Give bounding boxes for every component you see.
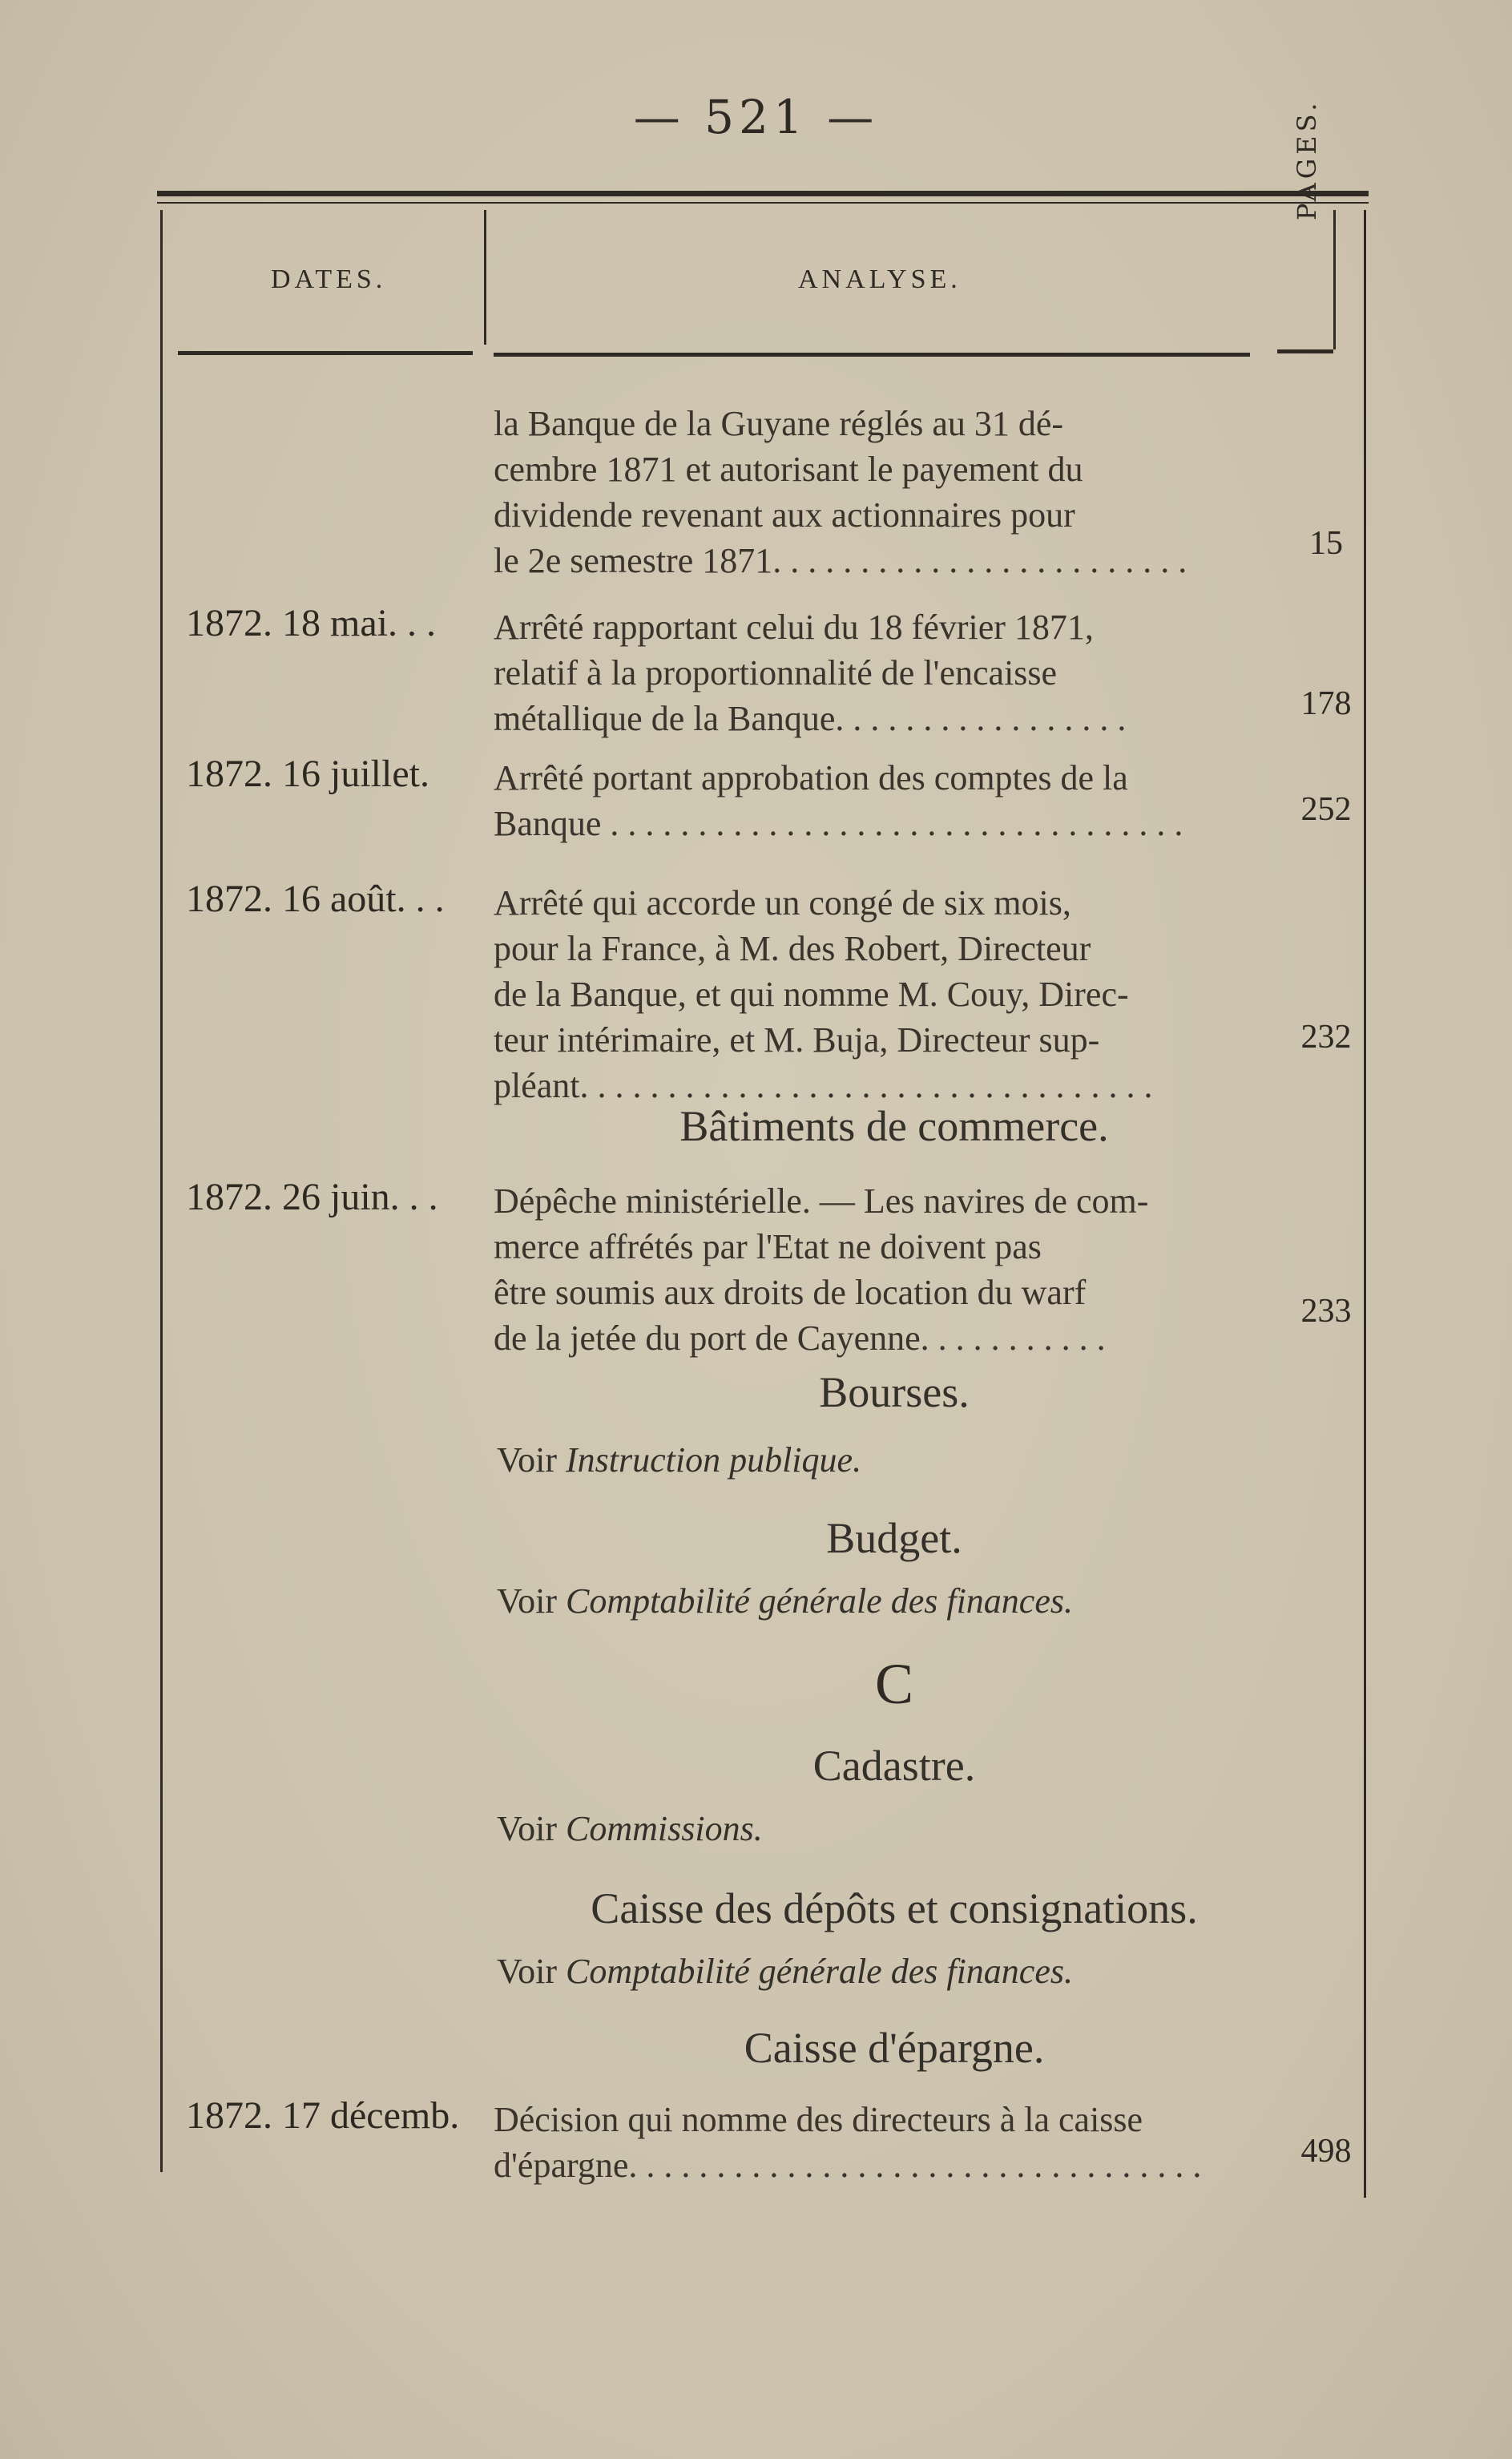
- page-ref-3: 232: [1300, 1019, 1352, 1056]
- analysis-line: teur intérimaire, et M. Buja, Directeur sup-: [494, 1020, 1100, 1060]
- section-caisse-epargne: Caisse d'épargne.: [744, 2024, 1045, 2072]
- header-dates: DATES.: [271, 264, 387, 294]
- page-ref-2: 252: [1300, 791, 1352, 828]
- page-ref-0: 15: [1309, 525, 1343, 562]
- entry-analysis-1: [494, 604, 1279, 741]
- analysis-line: pléant. . . . . . . . . . . . . . . . . . . . . . . . . . . . . . . . .: [494, 1066, 1153, 1105]
- section-batiments: Bâtiments de commerce.: [679, 1102, 1109, 1150]
- alphabet-letter: C: [874, 1652, 914, 1716]
- top-rule-thick: [157, 191, 1369, 196]
- analysis-line: la Banque de la Guyane réglés au 31 dé-: [494, 404, 1064, 443]
- entry-analysis-2: [494, 755, 1279, 846]
- entry-date-2: 1872. 16 juillet.: [186, 753, 429, 795]
- analysis-line: de la jetée du port de Cayenne. . . . . . . . . . .: [494, 1318, 1106, 1358]
- analysis-line: le 2e semestre 1871. . . . . . . . . . . . . . . . . . . . . . . .: [494, 541, 1187, 580]
- analysis-line: relatif à la proportionnalité de l'encaisse: [494, 653, 1058, 692]
- analysis-line: merce affrétés par l'Etat ne doivent pas: [494, 1227, 1042, 1266]
- column-rule-dates: [484, 210, 486, 345]
- header-rule-dates: [178, 351, 473, 355]
- see-also-label: Voir: [497, 1440, 557, 1480]
- analysis-line: Dépêche ministérielle. — Les navires de com-: [494, 1181, 1149, 1221]
- page-number: — 521 —: [633, 90, 879, 144]
- analysis-line: Banque . . . . . . . . . . . . . . . . . . . . . . . . . . . . . . . . .: [494, 804, 1183, 843]
- page-ref-4: 233: [1300, 1293, 1352, 1330]
- header-analyse: ANALYSE.: [798, 264, 962, 294]
- see-also-target: Comptabilité générale des finances.: [565, 1952, 1073, 1991]
- analysis-line: pour la France, à M. des Robert, Directeur: [494, 929, 1091, 968]
- analysis-line: être soumis aux droits de location du warf: [494, 1273, 1087, 1312]
- page-ref-5: 498: [1300, 2133, 1352, 2170]
- entry-analysis-4: [494, 1178, 1279, 1361]
- entry-analysis-0: [494, 401, 1279, 583]
- column-rule-right: [1364, 210, 1366, 2198]
- entry-date-3: 1872. 16 août. . .: [186, 878, 445, 920]
- see-also-cadastre: [497, 1808, 763, 1849]
- analysis-line: Arrêté rapportant celui du 18 février 1871,: [494, 608, 1094, 647]
- see-also-target: Commissions.: [565, 1809, 763, 1848]
- analysis-line: Décision qui nomme des directeurs à la caisse: [494, 2100, 1143, 2139]
- entry-analysis-3: [494, 880, 1279, 1108]
- entry-date-4: 1872. 26 juin. . .: [186, 1176, 438, 1218]
- analysis-line: d'épargne. . . . . . . . . . . . . . . . . . . . . . . . . . . . . . . . .: [494, 2146, 1202, 2185]
- see-also-budget: [497, 1581, 1073, 1621]
- column-rule-pages-left: [1333, 210, 1336, 349]
- section-caisse-depots: Caisse des dépôts et consignations.: [591, 1884, 1198, 1932]
- see-also-target: Comptabilité générale des finances.: [565, 1581, 1073, 1621]
- analysis-line: cembre 1871 et autorisant le payement du: [494, 450, 1083, 489]
- header-rule-pages: [1277, 349, 1333, 353]
- analysis-line: Arrêté qui accorde un congé de six mois,: [494, 883, 1071, 923]
- analysis-line: métallique de la Banque. . . . . . . . . . . . . . . . .: [494, 699, 1127, 738]
- analysis-line: dividende revenant aux actionnaires pour: [494, 495, 1075, 535]
- column-rule-left: [160, 210, 163, 2172]
- section-bourses: Bourses.: [819, 1368, 970, 1416]
- entry-date-1: 1872. 18 mai. . .: [186, 602, 436, 644]
- entry-date-5: 1872. 17 décemb.: [186, 2094, 460, 2137]
- analysis-line: de la Banque, et qui nomme M. Couy, Direc-: [494, 975, 1129, 1014]
- header-rule-analyse: [494, 353, 1250, 357]
- page-ref-1: 178: [1300, 685, 1352, 722]
- see-also-label: Voir: [497, 1952, 557, 1991]
- entry-analysis-5: [494, 2097, 1279, 2188]
- section-cadastre: Cadastre.: [812, 1742, 976, 1790]
- see-also-target: Instruction publique.: [565, 1440, 862, 1480]
- see-also-bourses: [497, 1439, 861, 1480]
- see-also-label: Voir: [497, 1581, 557, 1621]
- see-also-caisse-depots: [497, 1951, 1073, 1992]
- see-also-label: Voir: [497, 1809, 557, 1848]
- header-pages: PAGES.: [1292, 99, 1322, 220]
- analysis-line: Arrêté portant approbation des comptes de la: [494, 758, 1128, 797]
- top-rule-thin: [157, 202, 1369, 204]
- section-budget: Budget.: [826, 1514, 962, 1562]
